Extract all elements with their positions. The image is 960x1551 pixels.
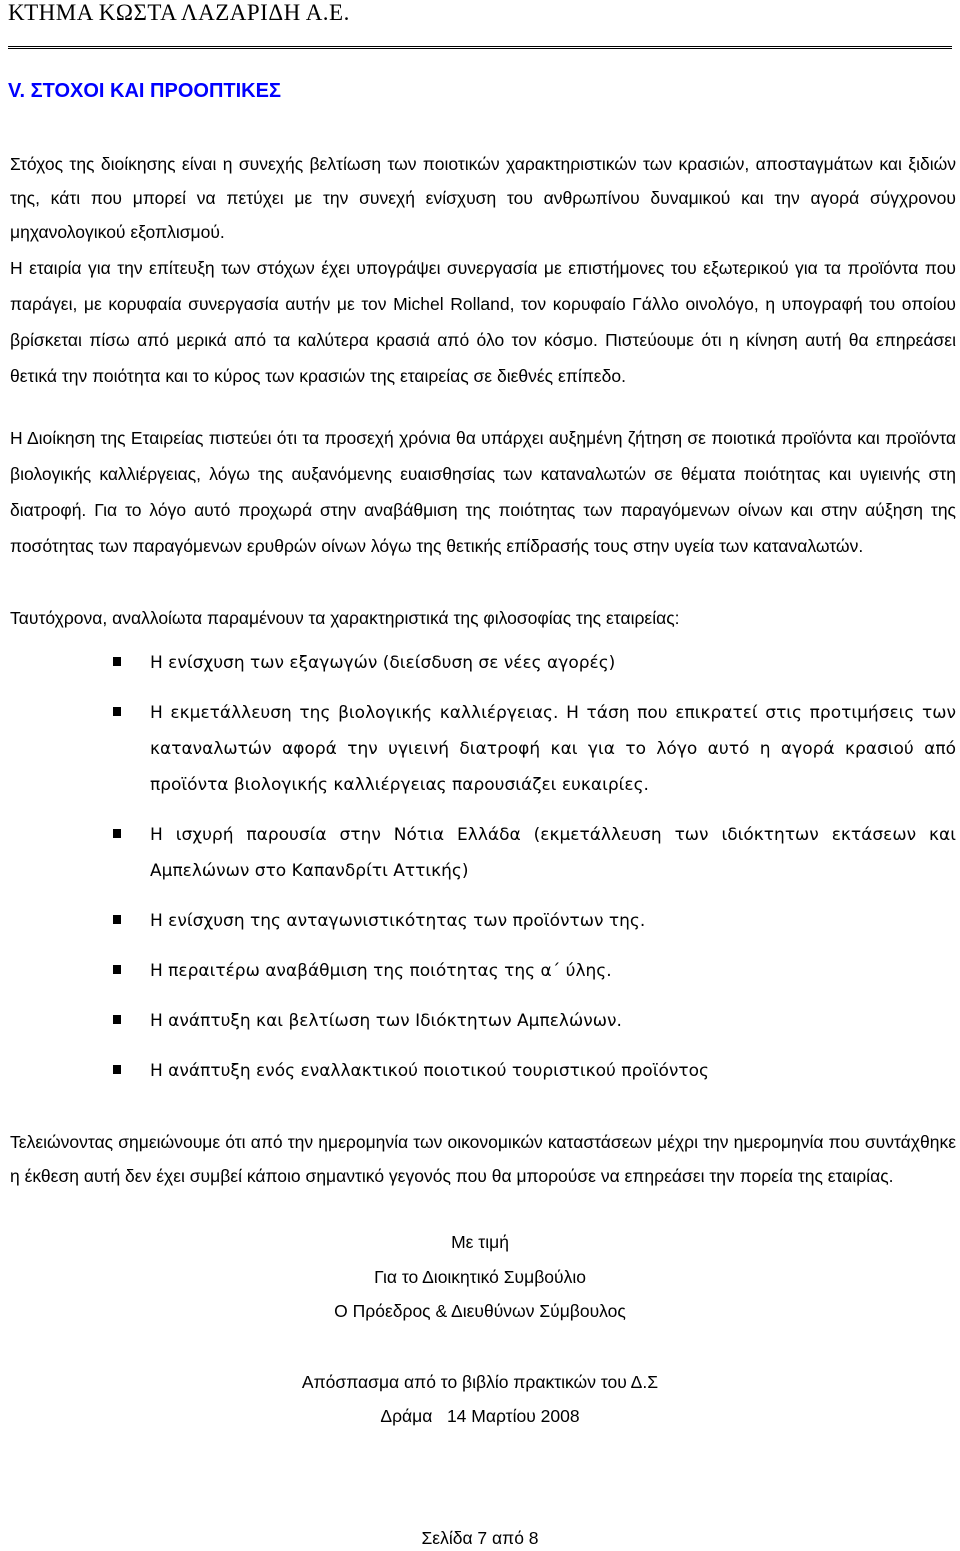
square-bullet-icon	[113, 1015, 121, 1024]
company-header: ΚΤΗΜΑ ΚΩΣΤΑ ΛΑΖΑΡΙΔΗ Α.Ε.	[8, 0, 350, 25]
paragraph-collaboration: Η εταιρία για την επίτευξη των στόχων έχει υπογράψει συνεργασία με επιστήμονες του εξωτερικού για τα προϊόντα που παράγει, με κορυφαία συνεργασία αυτήν με τον Michel Rolland, τον κορυφαίο Γάλλο οινολόγο, η υπογραφή του οποίου βρίσκεται πίσω από μερικά από τα καλύτερα κρασιά από όλο τον κόσμο. Πιστεύουμε ότι η κίνηση αυτή θα επηρεάσει θετικά την ποιότητα και το κύρος των κρασιών της εταιρείας σε διεθνές επίπεδο.	[10, 258, 956, 386]
header-divider	[8, 46, 952, 49]
list-item-text: Η ενίσχυση της ανταγωνιστικότητας των προϊόντων της.	[150, 911, 646, 931]
list-item	[110, 1003, 956, 1039]
list-item-text: Η περαιτέρω αναβάθμιση της ποιότητας της α΄ ύλης.	[150, 961, 612, 981]
list-item-text: Η ενίσχυση των εξαγωγών (διείσδυση σε νέες αγορές)	[150, 653, 616, 673]
list-item-text: Η ανάπτυξη και βελτίωση των Ιδιόκτητων Αμπελώνων.	[150, 1011, 622, 1031]
philosophy-list	[110, 645, 956, 1089]
list-item	[110, 1053, 956, 1089]
list-item	[110, 645, 956, 681]
board-line: Για το Διοικητικό Συμβούλιο	[374, 1267, 586, 1287]
paragraph-goals: Στόχος της διοίκησης είναι η συνεχής βελτίωση των ποιοτικών χαρακτηριστικών των κρασιών, αποσταγμάτων και ξιδιών της, κάτι που μπορεί να πετύχει με την συνεχή ενίσχυση του ανθρωπίνου δυναμικού και την αγορά σύγχρονου μηχανολογικού εξοπλισμού.	[10, 154, 956, 242]
square-bullet-icon	[113, 707, 121, 716]
list-item	[110, 695, 956, 803]
list-item-text: Η εκμετάλλευση της βιολογικής καλλιέργειας. Η τάση που επικρατεί στις προτιμήσεις των καταναλωτών αφορά την υγιεινή διατροφή και για το λόγο αυτό η αγορά κρασιού από προϊόντα βιολογικής καλλιέργειας παρουσιάζει ευκαιρίες.	[150, 703, 956, 795]
list-item-text: Η ανάπτυξη ενός εναλλακτικού ποιοτικού τουριστικού προϊόντος	[150, 1061, 709, 1081]
paragraph-closing: Τελειώνοντας σημειώνουμε ότι από την ημερομηνία των οικονομικών καταστάσεων μέχρι την ημερομηνία που συντάχθηκε η έκθεση αυτή δεν έχει συμβεί κάποιο σημαντικό γεγονός που θα μπορούσε να επηρεάσει την πορεία της εταιρίας.	[10, 1132, 956, 1186]
square-bullet-icon	[113, 915, 121, 924]
regards-line: Με τιμή	[451, 1232, 509, 1252]
signatory-line: Ο Πρόεδρος & Διευθύνων Σύμβουλος	[334, 1301, 626, 1321]
excerpt-line: Απόσπασμα από το βιβλίο πρακτικών του Δ.Σ	[301, 1372, 659, 1392]
list-item	[110, 817, 956, 889]
paragraph-philosophy-intro: Ταυτόχρονα, αναλλοίωτα παραμένουν τα χαρακτηριστικά της φιλοσοφίας της εταιρείας:	[10, 608, 680, 628]
list-item-text: Η ισχυρή παρουσία στην Νότια Ελλάδα (εκμετάλλευση των ιδιόκτητων εκτάσεων και Αμπελώνων στο Καπανδρίτι Αττικής)	[150, 825, 956, 881]
square-bullet-icon	[113, 1065, 121, 1074]
square-bullet-icon	[113, 965, 121, 974]
section-title: V. ΣΤΟΧΟΙ ΚΑΙ ΠΡΟΟΠΤΙΚΕΣ	[8, 80, 281, 102]
square-bullet-icon	[113, 657, 121, 666]
list-item	[110, 903, 956, 939]
page-number: Σελίδα 7 από 8	[421, 1528, 539, 1548]
paragraph-management-outlook: Η Διοίκηση της Εταιρείας πιστεύει ότι τα προσεχή χρόνια θα υπάρχει αυξημένη ζήτηση σε ποιοτικά προϊόντα και προϊόντα βιολογικής καλλιέργειας, λόγω της αυξανόμενης ευαισθησίας των καταναλωτών σε θέματα ποιότητας και υγιεινής στη διατροφή. Για το λόγο αυτό προχωρά στην αναβάθμιση της ποιότητας των παραγόμενων οίνων και στην αύξηση της ποσότητας των παραγόμενων ερυθρών οίνων λόγω της θετικής επίδρασής τους στην υγεία των καταναλωτών.	[10, 428, 956, 556]
place-date-line: Δράμα 14 Μαρτίου 2008	[380, 1406, 580, 1426]
square-bullet-icon	[113, 829, 121, 838]
list-item	[110, 953, 956, 989]
